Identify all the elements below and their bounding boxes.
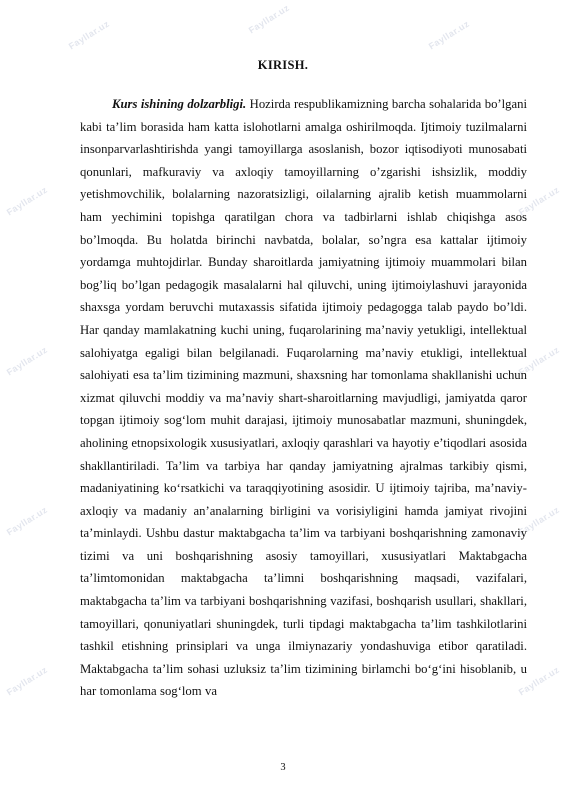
watermark: Fayllar.uz [66,18,112,52]
watermark: Fayllar.uz [4,184,50,218]
watermark: Fayllar.uz [4,344,50,378]
page-number: 3 [280,762,286,773]
watermark: Fayllar.uz [4,664,50,698]
page-title: KIRISH. [257,58,309,72]
watermark: Fayllar.uz [516,344,562,378]
paragraph-text: Hozirda respublikamizning barcha sohalarida bo’lgani kabi ta’lim borasida ham katta islohotlarni amalga oshirilmoqda. Ijtimoiy tuzilmalarni insonparvarlashtirishda yangi tamoyillarga asoslanish, bozor iqtisodiyoti munosabati qonunlari, mafkuraviy va axloqiy tamoyillarning o’zgarishi ishsizlik, moddiy yetishmovchilik, bolalarning nazoratsizligi, oilalarning ajralib ketish muammolarni ham yechimini topishga qaratilgan chora va tadbirlarni ishlab chiqishga asos bo’lmoqda. Bu holatda birinchi navbatda, bolalar, so’ngra esa kattalar ijtimoiy yordamga muhtojdirlar. Bunday sharoitlarda jamiyatning ijtimoiy muammolari bilan bog’liq bo’lgan pedagogik masalalarni hal qiluvchi, uning ijtimoiylashuvi jarayonida shaxsga yordam beruvchi mutaxassis sifatida ijtimoiy pedagogga talab paydo bo’ldi. Har qanday mamlakatning kuchi uning, fuqarolarining ma’naviy yetukligi, intellektual salohiyatga egaligi bilan belgilanadi. Fuqarolarning ma’naviy etukligi, intellektual salohiyati esa ta’lim tizimining mazmuni, shaxsning har tomonlama shakllanishi uchun xizmat qiluvchi moddiy va ma’naviy shart-sharoitlarning mavjudligi, jamiyatda qaror topgan ijtimoiy sog‘lom muhit darajasi, ijtimoiy munosabatlar mazmuni, shuningdek, aholining etnopsixologik xususiyatlari, axloqiy qarashlari va hayotiy e’tiqodlari asosida shakllantiriladi. Ta’lim va tarbiya har qanday jamiyatning ajralmas tarkibiy qismi, madaniyatining ko‘rsatkichi va taraqqiyotining asosidir. U ijtimoiy tajriba, ma’naviy-axloqiy va madaniy an’analarning birligini va vorisiyligini hamda jamiyat rivojini ta’minlaydi. Ushbu dastur maktabgacha ta’lim va tarbiyani boshqarishning zamonaviy tizimi va uni boshqarishning asosiy tamoyillari, xususiyatlari Maktabgacha ta’limtomonidan maktabgacha ta’limni boshqarishning maqsadi, vazifalari, maktabgacha ta’lim va tarbiyani boshqarishning vazifasi, boshqarish usullari, shakllari, tamoyillari, qonuniyatlari shuningdek, turli tipdagi maktabgacha ta’lim tashkilotlarini tashkil etishning prinsiplari va unga ilmiynazariy yondashuviga etibor qaratiladi. Maktabgacha ta’lim sohasi uzluksiz ta’lim tizimining birlamchi bo‘g‘ini hisoblanib, u har tomonlama sog‘lom va [80,97,528,699]
watermark: Fayllar.uz [426,18,472,52]
watermark: Fayllar.uz [516,184,562,218]
body-paragraph [80,93,527,703]
paragraph-lead: Kurs ishining dolzarbligi. [112,97,247,111]
watermark: Fayllar.uz [516,504,562,538]
watermark: Fayllar.uz [246,2,292,36]
watermark: Fayllar.uz [516,664,562,698]
watermark: Fayllar.uz [4,504,50,538]
